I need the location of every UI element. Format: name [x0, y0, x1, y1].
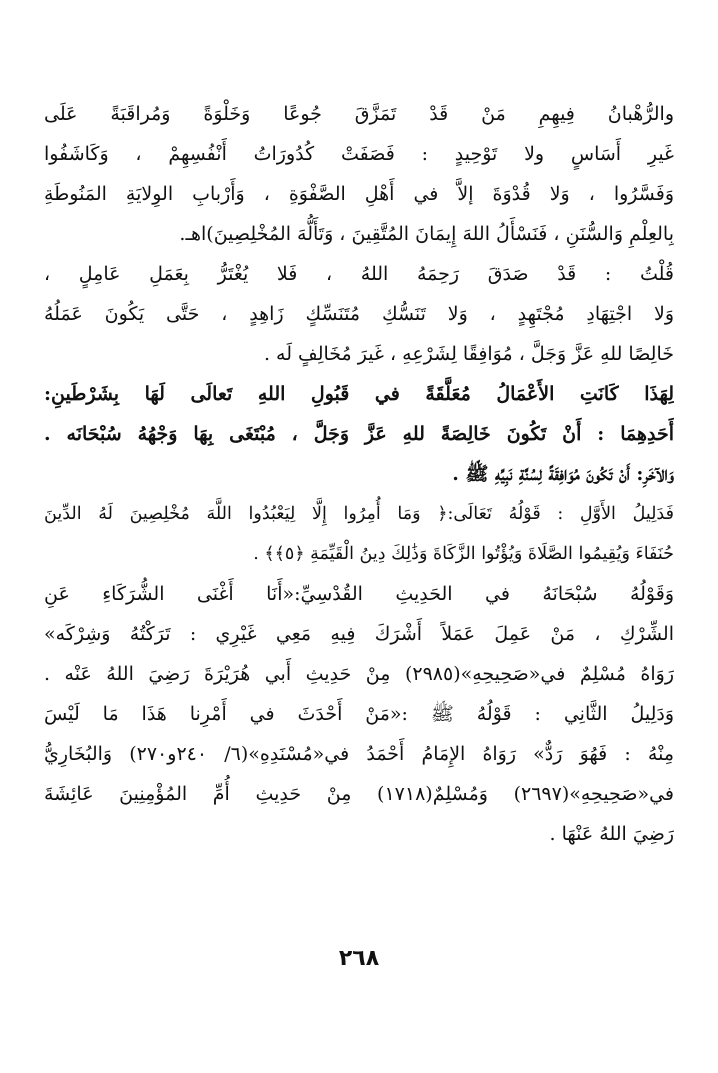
text-line-10: وَالآخَرِ: أَنْ تَكُونَ مُوَافِقَةً لِسُنَّةِ نَبِيِّهِ ﷺ .: [452, 463, 674, 485]
text-line-17: مِنْهُ : فَهُوَ رَدٌّ» رَوَاهُ الإِمَامُ أَحْمَدُ في«مُسْنَدِهِ»(٦/ ٢٤٠و٢٧٠) وَالبُخَارِيُّ: [44, 743, 674, 765]
quran-line-1: فَدَلِيلُ الأَوَّلِ : قَوْلُهُ تَعَالَى:﴿ وَمَا أُمِرُوا إِلَّا لِيَعْبُدُوا اللَّهَ مُخْلِصِينَ لَهُ الدِّينَ: [44, 504, 674, 524]
page-text-block: [44, 94, 674, 993]
text-line-15: رَوَاهُ مُسْلِمٌ في«صَحِيحِهِ»(٢٩٨٥) مِنْ حَدِيثِ أَبي هُرَيْرَةَ رَضِيَ اللهُ عَنْه .: [44, 663, 674, 685]
text-line-16: وَدَلِيلُ الثَّانِي : قَوْلُهُ ﷺ :«مَنْ أَحْدَثَ في أَمْرِنا هَذَا مَا لَيْسَ: [44, 703, 674, 725]
text-line-1: والرُّهْبانُ فِيهِمِ مَنْ قَدْ تَمَزَّقَ جُوعًا وَخَلْوَةً وَمُراقَبَةً عَلَى: [44, 103, 674, 125]
text-line-7: خَالِصًا للهِ عَزَّ وَجَلَّ ، مُوَافِقًا لِشَرْعِهِ ، غَيرَ مُخَالِفٍ لَه .: [263, 343, 674, 365]
text-line-8: لِهَذَا كَانَتِ الأَعْمَالُ مُعَلَّقَةً في قَبُولِ اللهِ تَعالَى لَهَا بِشَرْطَينِ:: [44, 383, 674, 405]
text-line-19: رَضِيَ اللهُ عَنْهَا .: [549, 823, 674, 845]
text-line-4: بِالعِلْمِ وَالسُّنَنِ ، فَنَسْأَلُ اللهَ إِيمَانَ المُتَّقِينَ ، وَتَأَلُّهَ المُخْلِصِينَ)اهـ.: [179, 223, 674, 245]
text-line-6: وَلا اجْتِهَادِ مُجْتَهِدٍ ، وَلا تَنَسُّكِ مُتَنَسِّكٍ زَاهِدٍ ، حَتَّى يَكُونَ عَمَلُهُ: [44, 303, 674, 325]
text-line-9: أَحَدِهِمَا : أَنْ تَكُونَ خَالِصَةً للهِ عَزَّ وَجَلَّ ، مُبْتَغَى بِهَا وَجْهُهُ سُبْحَانَه .: [44, 423, 674, 445]
text-line-18: في«صَحِيحِهِ»(٢٦٩٧) وَمُسْلِمٌ(١٧١٨) مِنْ حَدِيثِ أُمِّ المُؤْمِنِينَ عَائِشَةَ: [44, 783, 674, 805]
text-line-2: غَيرِ أَسَاسٍ ولا تَوْحِيدٍ : فَصَفَتْ كُدُورَاتُ أَنْفُسِهِمْ ، وَكَاشَفُوا: [44, 143, 674, 165]
text-line-14: الشِّرْكِ ، مَنْ عَمِلَ عَمَلاً أَشْرَكَ فِيهِ مَعِي غَيْرِي : تَرَكْتُهُ وَشِرْكَه»: [44, 623, 674, 645]
quran-line-2: حُنَفَاءَ وَيُقِيمُوا الصَّلَاةَ وَيُؤْتُوا الزَّكَاةَ وَذَٰلِكَ دِينُ الْقَيِّمَةِ ﴿٥﴾﴾ .: [253, 544, 674, 564]
page-number: ٢٦٨: [338, 946, 380, 971]
text-line-5: قُلْتُ : قَدْ صَدَقَ رَحِمَهُ اللهُ ، فَلا يُغْتَرُّ بِعَمَلِ عَامِلٍ ،: [44, 263, 674, 285]
text-line-13: وَقَوْلُهُ سُبْحَانَهُ في الحَدِيثِ القُدْسِيِّ:«أَنَا أَغْنَى الشُّرَكَاءِ عَنِ: [44, 583, 674, 605]
text-line-3: وَفَسَّرُوا ، وَلا قُدْوَةَ إلاَّ في أَهْلِ الصَّفْوَةِ ، وَأَرْبابِ الوِلايَةِ المَنُوطَةِ: [44, 183, 674, 205]
